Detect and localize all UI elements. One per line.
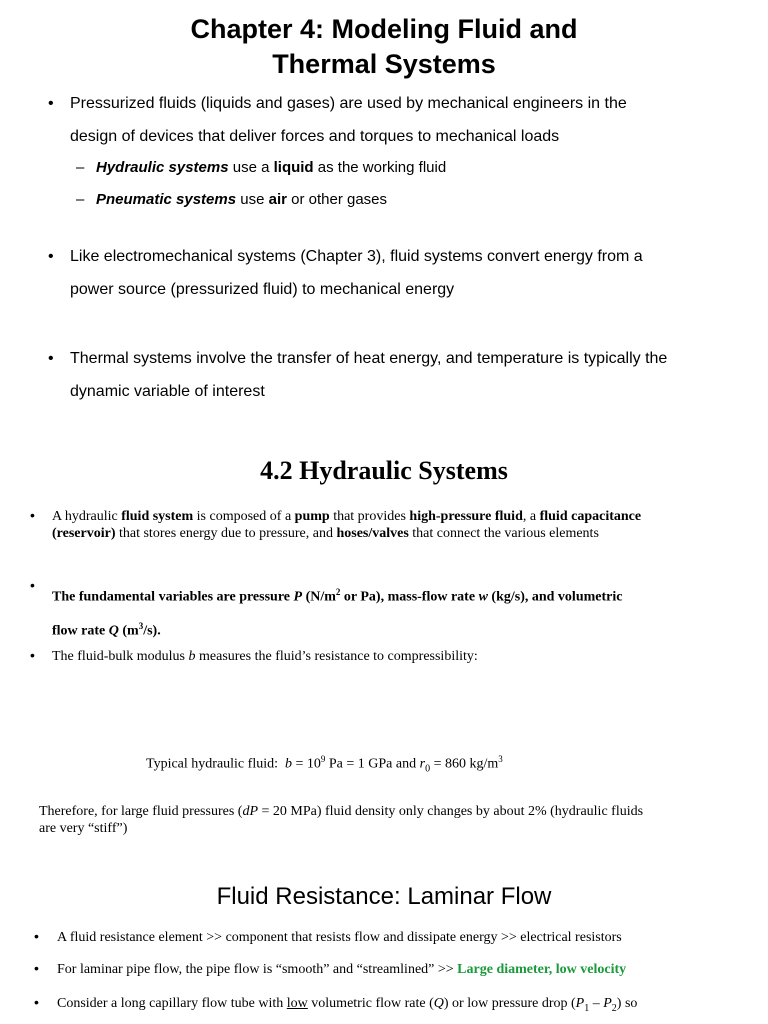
paragraph-bulk-modulus [52,648,752,665]
sub-bullet-dash: – [76,159,85,176]
hydraulic-systems-term: Hydraulic systems [96,159,229,176]
bullet-line [52,612,752,646]
density-symbol: r [419,756,426,772]
text-run: Pa = 1 GPa and [325,756,420,772]
superscript: 3 [138,620,144,631]
text-run: , a [522,509,540,524]
text-run: is composed of a [193,509,295,524]
text-run: A hydraulic [52,509,122,524]
text-run: (kg/s), and volumetric [487,589,623,605]
bullet-resistance-element: A fluid resistance element >> component that resists flow and dissipate energy >> electrical resistors [57,930,622,945]
text-run: /s). [143,623,161,639]
text-run: that stores energy due to pressure, and [115,526,337,541]
subscript: 2 [611,1002,617,1014]
bullet-dot: • [30,577,35,593]
low-underlined: low [286,996,308,1011]
bullet-dot: • [30,507,35,523]
volumetric-flow-symbol: Q [108,623,119,639]
text-run: use [236,191,269,208]
superscript: 2 [335,587,341,597]
chapter-title-line2: Thermal Systems [272,49,496,79]
pressure-change-symbol: dP [242,804,258,819]
air-term: air [268,191,287,208]
pump-term: pump [294,509,330,524]
chapter-title-line1: Chapter 4: Modeling Fluid and [190,14,578,44]
text-run: The fundamental variables are pressure [52,589,294,605]
text-run: Consider a long capillary flow tube with [57,996,287,1011]
bullet-dot: • [34,928,39,944]
paragraph-fundamental-variables [52,578,752,645]
bullet-laminar-flow [57,961,762,978]
bullet-dot: • [48,350,54,367]
text-run: The fluid-bulk modulus [52,649,189,664]
text-run: (m [118,623,139,639]
text-run: For laminar pipe flow, the pipe flow is “smooth” and “streamlined” >> [57,962,458,977]
text-run: – [589,996,604,1011]
subscript: 0 [425,763,431,775]
mass-flow-symbol: w [478,589,488,605]
text-run: = 20 MPa) fluid density only changes by about 2% (hydraulic fluids [258,804,644,819]
bullet-line [52,578,752,612]
liquid-term: liquid [273,159,314,176]
text-run: as the working fluid [313,159,447,176]
sub-bullet-hydraulic [96,158,446,178]
chapter-title [0,12,768,82]
sub-bullet-pneumatic [96,190,387,210]
text-run: are very “stiff”) [39,821,128,836]
bullet-line: Like electromechanical systems (Chapter 3), fluid systems convert energy from a [70,248,643,265]
bullet-line: Thermal systems involve the transfer of heat energy, and temperature is typically the [70,350,668,367]
superscript: 9 [320,754,326,764]
hoses-valves-term: hoses/valves [336,526,409,541]
bulk-modulus-symbol: b [188,649,196,664]
paragraph-fluid-system [52,508,752,542]
reservoir-term: (reservoir) [52,526,116,541]
text-run: = 10 [291,756,321,772]
pressure-symbol: P [603,996,612,1011]
bullet-dot: • [48,248,54,265]
pressure-symbol: P [575,996,585,1011]
bullet-dot: • [34,960,39,976]
sub-bullet-dash: – [76,191,85,208]
text-run: (N/m [302,589,336,605]
text-run: Therefore, for large fluid pressures ( [39,804,243,819]
subscript: 1 [584,1002,590,1014]
fluid-resistance-title: Fluid Resistance: Laminar Flow [216,883,552,910]
bullet-dot: • [34,994,39,1010]
text-run: ) so [616,996,638,1011]
bullet-line: power source (pressurized fluid) to mechanical energy [70,281,455,298]
high-pressure-fluid-term: high-pressure fluid [409,509,523,524]
volumetric-flow-symbol: Q [433,996,444,1011]
bullet-line: design of devices that deliver forces and torques to mechanical loads [70,128,560,145]
bullet-pressurized-fluids [70,87,760,153]
fluid-capacitance-term: fluid capacitance [539,509,642,524]
fluid-system-term: fluid system [121,509,194,524]
bullet-thermal-systems [70,342,760,408]
large-diameter-low-velocity-highlight: Large diameter, low velocity [457,962,627,977]
text-run: ) or low pressure drop ( [443,996,576,1011]
pneumatic-systems-term: Pneumatic systems [96,191,237,208]
pressure-symbol: P [293,589,303,605]
text-run: flow rate [52,623,109,639]
text-run: volumetric flow rate ( [307,996,434,1011]
bullet-dot: • [48,95,54,112]
text-run: that connect the various elements [408,526,599,541]
text-run: use a [228,159,274,176]
bullet-line: Pressurized fluids (liquids and gases) are used by mechanical engineers in the [70,95,627,112]
text-run: Typical hydraulic fluid: [146,756,285,772]
paragraph-therefore [39,803,764,837]
superscript: 3 [498,754,503,764]
text-run: that provides [329,509,410,524]
bullet-electromechanical [70,240,760,306]
hydraulic-systems-title: 4.2 Hydraulic Systems [260,456,508,485]
text-run: measures the fluid’s resistance to compressibility: [195,649,478,664]
typical-hydraulic-fluid [146,751,503,777]
text-run: or Pa), mass-flow rate [340,589,479,605]
bullet-line: dynamic variable of interest [70,383,265,400]
bullet-capillary-tube [57,995,762,1017]
bulk-modulus-symbol: b [284,756,292,772]
text-run: = 860 kg/m [430,756,499,772]
text-run: or other gases [286,191,388,208]
bullet-dot: • [30,647,35,663]
